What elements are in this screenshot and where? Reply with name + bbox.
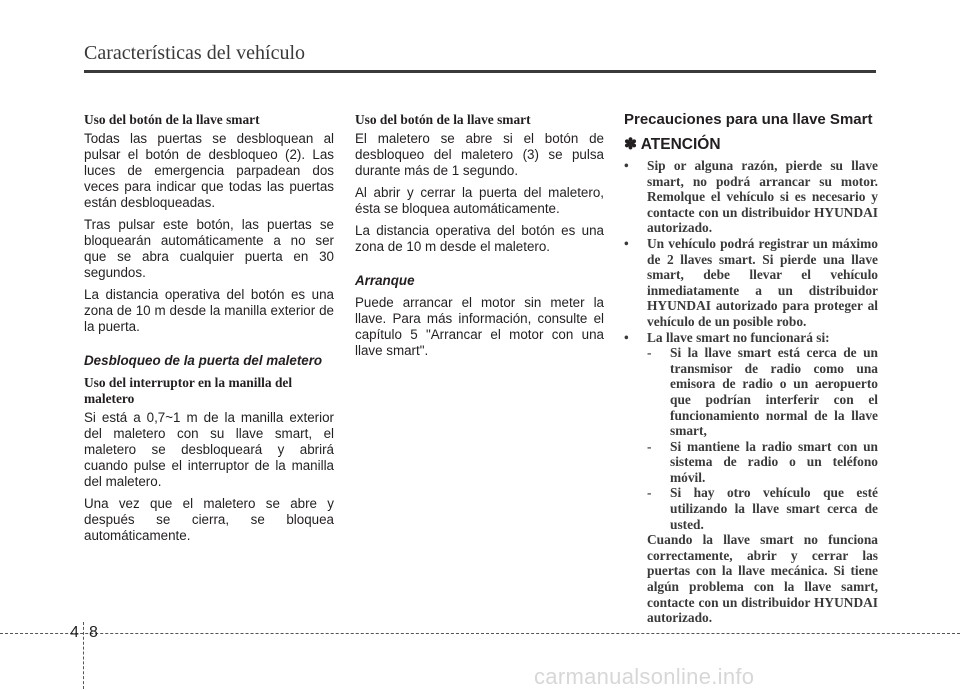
condition-item (647, 439, 878, 486)
warning-list (624, 158, 878, 626)
dash-marker: - (647, 438, 652, 454)
condition-text: Si la llave smart está cerca de un transmisor de radio como una emisora de radio o un aeropuerto que podrían interferir con el funcionamiento normal de la llave smart, (670, 345, 878, 439)
column-3 (624, 112, 878, 626)
chapter-number: 4 (70, 624, 79, 641)
closing-text: Cuando la llave smart no funciona correctamente, abrir y cerrar las puertas con la llave mecánica. Si tiene algún problema con la llave samrt, contacte con un distribuidor HYUNDAI autorizado. (647, 532, 878, 626)
footer-divider (83, 622, 85, 689)
warning-title: ATENCIÓN (640, 136, 721, 153)
header-rule (84, 70, 876, 73)
paragraph: Tras pulsar este botón, las puertas se bloquearán automáticamente a no ser que se abra cualquier puerta en 30 segundos. (84, 217, 334, 280)
asterisk-warning-icon: ✽ (624, 136, 637, 153)
subheading-trunk-switch: Uso del interruptor en la manilla del maletero (84, 375, 293, 406)
warning-item (624, 236, 878, 330)
paragraph: Si está a 0,7~1 m de la manilla exterior del maletero con su llave smart, el maletero se desbloqueará y abrirá cuando pulse el interruptor de la manilla del maletero. (84, 410, 334, 489)
warning-item-text: Sip or alguna razón, pierde su llave smart, no podrá arrancar su motor. Remolque el vehículo si es necesario y contacte con un distribuidor HYUNDAI autorizado. (647, 158, 878, 236)
warning-item (624, 330, 878, 626)
page-header-title: Características del vehículo (84, 42, 306, 64)
page-number: 8 (89, 624, 98, 641)
column-2 (355, 112, 604, 365)
heading-starting: Arranque (355, 273, 415, 288)
warning-item-text: Un vehículo podrá registrar un máximo de 2 llaves smart. Si pierde una llave smart, debe llevar el vehículo inmediatamente a un distribuidor HYUNDAI autorizado para proteger al vehículo de un posible robo. (647, 235, 878, 329)
section-title: Precauciones para una llave Smart (624, 111, 873, 128)
bullet-icon: • (624, 158, 629, 173)
watermark: carmanualsonline.info (534, 664, 755, 689)
condition-item (647, 485, 878, 532)
paragraph: Puede arrancar el motor sin meter la llave. Para más información, consulte el capítulo 5 "Arrancar el motor con una llave smart". (355, 295, 604, 358)
paragraph: Todas las puertas se desbloquean al pulsar el botón de desbloqueo (2). Las luces de emergencia parpadean dos veces para indicar que todas las puertas están desbloqueadas. (84, 131, 334, 210)
footer-rule (0, 633, 960, 634)
condition-item (647, 345, 878, 439)
paragraph: Al abrir y cerrar la puerta del maletero, ésta se bloquea automáticamente. (355, 185, 604, 216)
paragraph: La distancia operativa del botón es una zona de 10 m desde el maletero. (355, 223, 604, 254)
dash-marker: - (647, 345, 652, 361)
warning-heading (624, 136, 878, 154)
condition-list (647, 345, 878, 532)
heading-trunk-unlock: Desbloqueo de la puerta del maletero (84, 353, 323, 368)
paragraph: Una vez que el maletero se abre y después se cierra, se bloquea automáticamente. (84, 496, 334, 543)
paragraph: La distancia operativa del botón es una zona de 10 m desde la manilla exterior de la puerta. (84, 287, 334, 334)
paragraph: El maletero se abre si el botón de desbloqueo del maletero (3) se pulsa durante más de 1 segundo. (355, 131, 604, 178)
column-1 (84, 112, 334, 550)
dash-marker: - (647, 485, 652, 501)
warning-item (624, 158, 878, 236)
bullet-icon: • (624, 329, 629, 345)
bullet-icon: • (624, 235, 629, 251)
warning-item-text: La llave smart no funcionará si: (647, 329, 830, 345)
condition-text: Si hay otro vehículo que esté utilizando la llave smart cerca de usted. (670, 485, 878, 532)
subheading-smart-key-button: Uso del botón de la llave smart (355, 112, 531, 127)
subheading-smart-key-button: Uso del botón de la llave smart (84, 112, 260, 127)
condition-text: Si mantiene la radio smart con un sistema de radio o un teléfono móvil. (670, 438, 878, 485)
